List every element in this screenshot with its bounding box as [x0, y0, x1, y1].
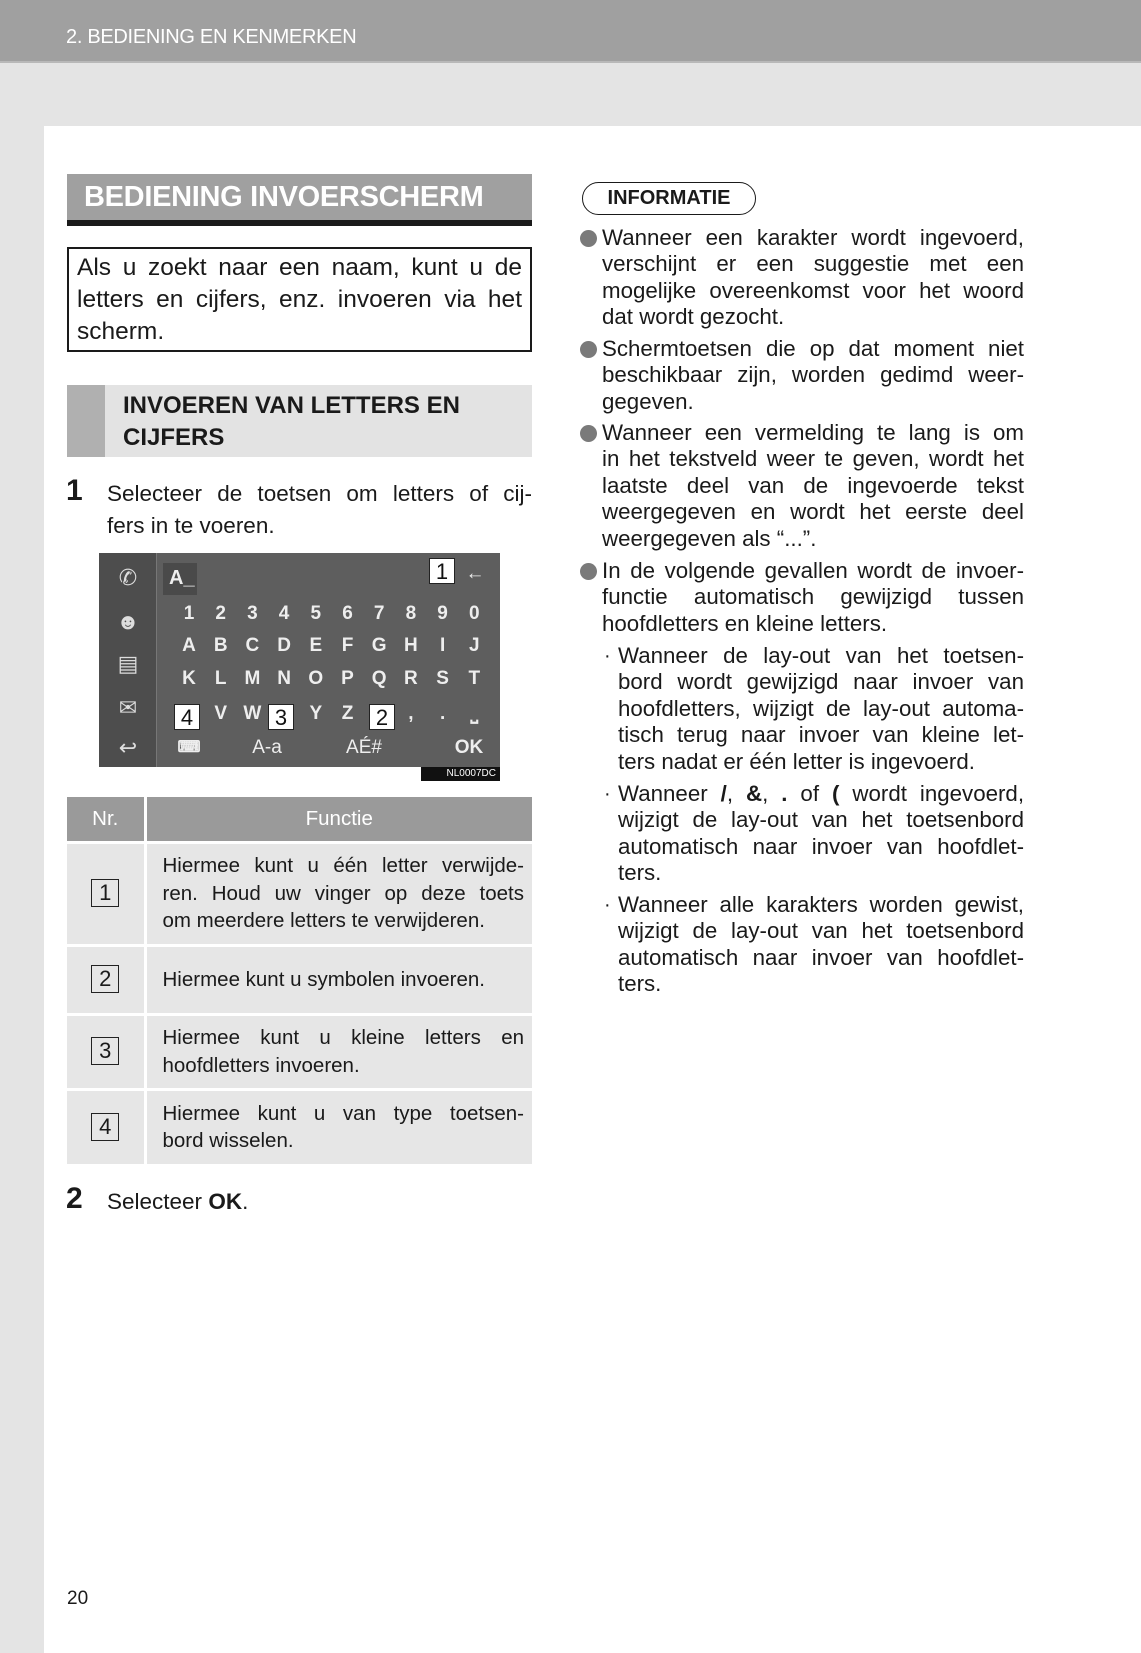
- section-heading-line: INVOEREN VAN LETTERS EN: [123, 392, 460, 419]
- section-heading: [67, 385, 532, 457]
- info-bullet: [580, 558, 1024, 637]
- sub-line: Wanneer alle karakters worden gewist,: [618, 892, 1024, 917]
- chapter-title: 2. BEDIENING EN KENMERKEN: [66, 26, 357, 48]
- keyboard-key: P: [341, 668, 354, 689]
- table-row: [67, 945, 532, 1014]
- bullet-line: Wanneer een karakter wordt ingevoerd,: [602, 225, 1024, 250]
- keyboard-key: A: [182, 635, 196, 656]
- sub-line: automatisch naar invoer van hoofdlet-: [618, 833, 1024, 859]
- keyboard-input-field: A_: [163, 563, 197, 595]
- sub-line: automatisch naar invoer van hoofdlet-: [618, 944, 1024, 970]
- bullet-line: in het tekstveld weer te geven, wordt het: [602, 446, 1024, 472]
- bullet-dot-icon: [580, 230, 597, 247]
- info-bullet: [580, 336, 1024, 415]
- cell-line: bord wisselen.: [162, 1129, 294, 1153]
- ok-reference: OK: [208, 1189, 243, 1214]
- sub-bullet-dot-icon: ·: [604, 645, 611, 667]
- keyboard-key: 9: [437, 603, 448, 624]
- keyboard-key: I: [439, 635, 446, 656]
- bullet-dot-icon: [580, 341, 597, 358]
- keyboard-key: R: [404, 668, 418, 689]
- keyboard-key: S: [436, 668, 449, 689]
- keyboard-key: Q: [371, 668, 387, 689]
- keyboard-key: O: [308, 668, 324, 689]
- function-table: [67, 797, 532, 1164]
- sub-line: wijzigt de lay-out van het toetsenbord: [618, 918, 1024, 944]
- callout-label-2: 2: [369, 704, 395, 730]
- keyboard-key: C: [245, 635, 260, 656]
- bullet-line: laatste deel van de ingevoerde tekst: [602, 472, 1024, 498]
- keyboard-key: E: [309, 635, 323, 656]
- backspace-icon: ←: [465, 563, 485, 584]
- sub-line: wijzigt de lay-out van het toetsenbord: [618, 807, 1024, 833]
- cell-line: ren. Houd uw vinger op deze toets: [162, 881, 524, 905]
- section-heading-line: CIJFERS: [123, 424, 225, 451]
- step-line: fers in te voeren.: [107, 513, 275, 538]
- step-1-text: [107, 478, 532, 542]
- keyboard-key: B: [213, 635, 228, 656]
- keyboard-key: V: [214, 703, 228, 724]
- step-2-number: 2: [66, 1182, 83, 1215]
- info-sub-bullet: [602, 781, 1024, 887]
- message-list-icon: ▤: [117, 651, 139, 676]
- bullet-dot-icon: [580, 425, 597, 442]
- key-symbols: AÉ#: [346, 737, 382, 758]
- chapter-header: [0, 0, 1141, 63]
- keyboard-screenshot: [99, 553, 500, 767]
- keyboard-key: 0: [469, 603, 480, 624]
- informatie-badge: INFORMATIE: [582, 182, 756, 215]
- keyboard-key: 5: [310, 603, 322, 624]
- bullet-line: hoofdletters en kleine letters.: [602, 610, 888, 636]
- mail-icon: ✉: [118, 695, 138, 720]
- intro-box: [67, 247, 532, 352]
- keyboard-key: Y: [309, 703, 323, 724]
- keyboard-key: T: [468, 668, 481, 689]
- sub-line: hoofdletters, wijzigt de lay-out automa-: [618, 695, 1024, 721]
- bullet-line: functie automatisch gewijzigd tussen: [602, 584, 1024, 610]
- keyboard-sidebar: [99, 553, 157, 767]
- number-box: 3: [91, 1037, 119, 1065]
- sub-line: ters.: [618, 860, 662, 886]
- callout-label-1: 1: [429, 558, 455, 584]
- callout-label-4: 4: [174, 704, 200, 730]
- contact-icon: ☻: [116, 609, 140, 634]
- keyboard-key: 7: [373, 603, 385, 624]
- keyboard-key: 2: [215, 603, 226, 624]
- step-2-text: [107, 1186, 248, 1218]
- keyboard-key: N: [277, 668, 291, 689]
- cell-line: Hiermee kunt u van type toetsen-: [162, 1101, 524, 1125]
- cell-line: Hiermee kunt u kleine letters en: [162, 1026, 524, 1049]
- cell-line: hoofdletters invoeren.: [162, 1053, 360, 1077]
- key-case: A-a: [252, 737, 282, 758]
- sub-bullet-dot-icon: ·: [604, 894, 611, 916]
- bullet-line: beschikbaar zijn, worden gedimd weer-: [602, 362, 1024, 388]
- keyboard-key: F: [341, 635, 354, 656]
- keyboard-key: ,: [408, 703, 414, 724]
- keyboard-key: H: [404, 635, 418, 656]
- intro-line: letters en cijfers, enz. invoeren via het: [77, 286, 522, 313]
- keyboard-key: ⎵: [470, 703, 479, 724]
- keyboard-key: 6: [342, 603, 353, 624]
- bullet-line: mogelijke overeenkomst voor het woord: [602, 277, 1024, 303]
- bullet-line: Schermtoetsen die op dat moment niet: [602, 336, 1024, 361]
- info-sub-bullet: [602, 643, 1024, 775]
- table-row: [67, 1089, 532, 1164]
- bullet-line: dat wordt gezocht.: [602, 304, 785, 330]
- keyboard-key: K: [182, 668, 196, 689]
- keyboard-key: 3: [247, 603, 258, 624]
- bullet-line: Wanneer een vermelding te lang is om: [602, 420, 1024, 445]
- sub-line: Wanneer de lay-out van het toetsen-: [618, 643, 1024, 668]
- number-box: 2: [91, 965, 119, 993]
- keyboard-key: J: [469, 635, 480, 656]
- back-icon: ↩: [118, 735, 138, 760]
- number-box: 4: [91, 1113, 119, 1141]
- sub-line: bord wordt gewijzigd naar invoer van: [618, 669, 1024, 695]
- header-nr: Nr.: [67, 797, 145, 842]
- callout-label-3: 3: [268, 704, 294, 730]
- key-ok: OK: [454, 737, 484, 758]
- step-1-number: 1: [66, 474, 83, 507]
- step-2-end: .: [242, 1189, 249, 1214]
- sub-line: Wanneer /, &, . of ( wordt ingevoerd,: [618, 781, 1025, 806]
- page-title: BEDIENING INVOERSCHERM: [84, 181, 484, 213]
- number-box: 1: [91, 879, 119, 907]
- page-number: 20: [67, 1588, 89, 1609]
- cell-line: om meerdere letters te verwijderen.: [162, 909, 485, 933]
- table-row: [67, 1014, 532, 1089]
- bullet-line: gegeven.: [602, 388, 694, 414]
- bullet-line: In de volgende gevallen wordt de invoer-: [602, 558, 1024, 583]
- table-row: [67, 842, 532, 945]
- sub-line: ters nadat er één letter is ingevoerd.: [618, 748, 975, 774]
- keyboard-key: M: [244, 668, 261, 689]
- section-strip: [67, 385, 105, 457]
- phone-icon: ✆: [118, 565, 138, 590]
- info-bullet: [580, 225, 1024, 331]
- header-functie: Functie: [145, 797, 532, 842]
- keyboard-key: W: [243, 703, 262, 724]
- figure-code: NL0007DC: [421, 767, 500, 781]
- step-2-label: Selecteer: [107, 1189, 209, 1214]
- keyboard-key: L: [214, 668, 227, 689]
- keyboard-key: 1: [183, 603, 195, 624]
- cell-line: Hiermee kunt u symbolen invoeren.: [162, 967, 485, 991]
- keyboard-key: Z: [341, 703, 354, 724]
- bullet-line: weergegeven als “...”.: [602, 525, 817, 551]
- keyboard-type-icon: ⌨: [177, 739, 201, 756]
- intro-line: Als u zoekt naar een naam, kunt u de: [77, 254, 522, 281]
- bullet-dot-icon: [580, 563, 597, 580]
- info-sub-bullet: [602, 892, 1024, 998]
- keyboard-key: 4: [278, 603, 290, 624]
- keyboard-key: G: [371, 635, 387, 656]
- keyboard-key: .: [439, 703, 446, 724]
- step-line: Selecteer de toetsen om letters of cij-: [107, 481, 532, 506]
- bullet-line: verschijnt er een suggestie met een: [602, 251, 1024, 277]
- info-bullet: [580, 420, 1024, 552]
- page-title-box: [67, 174, 532, 226]
- cell-line: Hiermee kunt u één letter verwijde-: [162, 854, 524, 878]
- table-header: [67, 797, 532, 842]
- sub-bullet-dot-icon: ·: [604, 783, 611, 805]
- keyboard-key: 8: [405, 603, 417, 624]
- sub-line: tisch terug naar invoer van kleine let-: [618, 722, 1024, 748]
- sub-line: ters.: [618, 971, 662, 997]
- keyboard-key: D: [277, 635, 291, 656]
- intro-line: scherm.: [77, 318, 165, 345]
- bullet-line: weergegeven en wordt het eerste deel: [602, 499, 1024, 525]
